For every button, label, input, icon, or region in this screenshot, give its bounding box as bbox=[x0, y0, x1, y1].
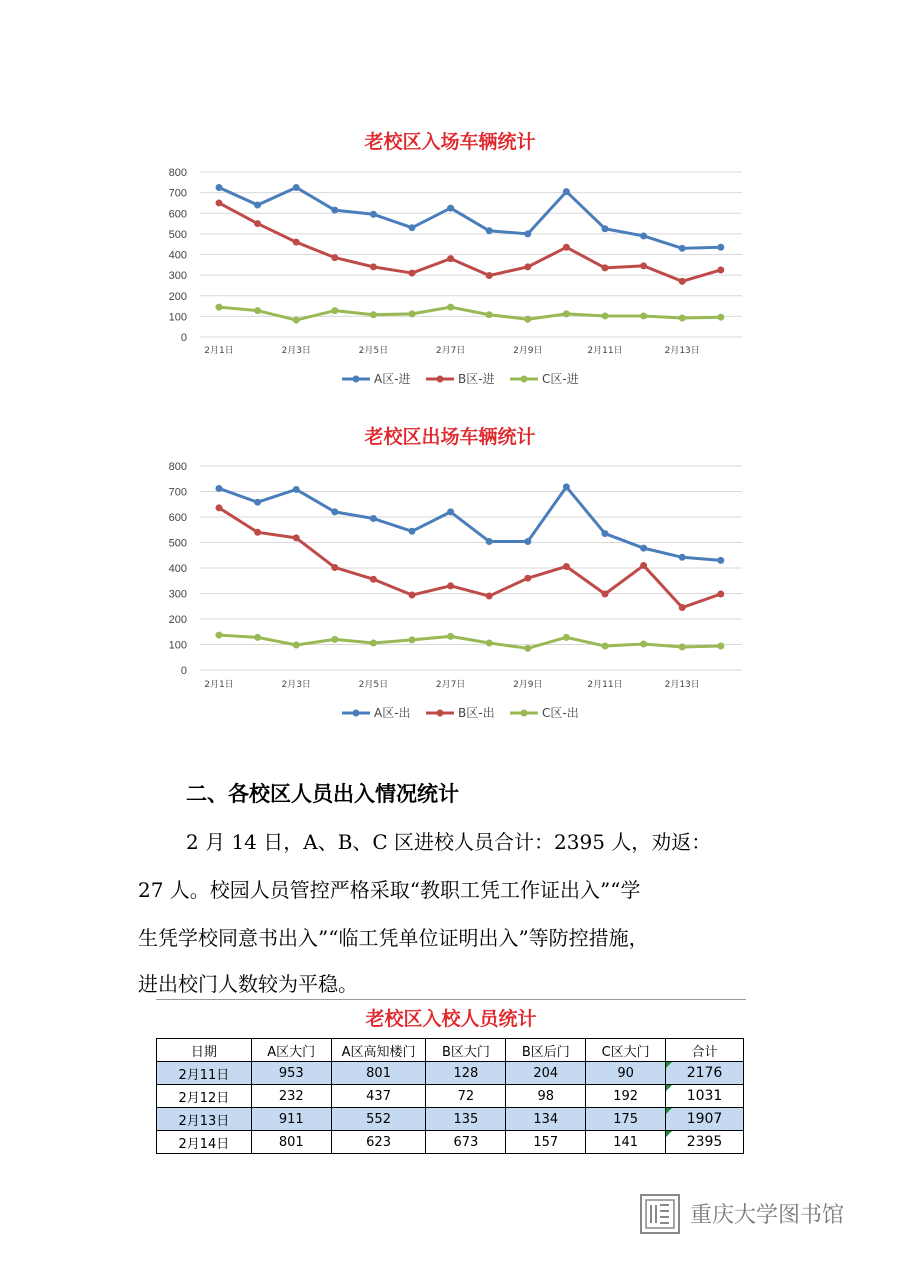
data-point bbox=[293, 486, 300, 493]
cell-value: 232 bbox=[251, 1085, 331, 1108]
data-point bbox=[254, 220, 261, 227]
x-tick-label: 2月3日 bbox=[281, 680, 311, 690]
paragraph-line-4: 进出校门人数较为平稳。 bbox=[138, 972, 358, 996]
data-point bbox=[216, 199, 223, 206]
data-point bbox=[370, 311, 377, 318]
header-a-gate: A区大门 bbox=[251, 1039, 331, 1062]
cell-value: 673 bbox=[426, 1131, 506, 1154]
data-point bbox=[524, 230, 531, 237]
header-b-gate: B区大门 bbox=[426, 1039, 506, 1062]
x-tick-label: 2月11日 bbox=[587, 680, 623, 690]
data-point bbox=[486, 272, 493, 279]
legend-label: A区-出 bbox=[374, 706, 411, 720]
data-point bbox=[293, 239, 300, 246]
data-point bbox=[486, 593, 493, 600]
y-tick-label: 200 bbox=[168, 614, 187, 626]
y-tick-label: 500 bbox=[168, 537, 187, 550]
data-point bbox=[216, 304, 223, 311]
y-tick-label: 100 bbox=[168, 639, 187, 652]
legend-label: B区-进 bbox=[458, 372, 495, 386]
legend-label: C区-进 bbox=[542, 372, 579, 386]
x-tick-label: 2月13日 bbox=[664, 346, 700, 356]
cell-value: 157 bbox=[506, 1131, 586, 1154]
data-point bbox=[563, 244, 570, 251]
cell-value: 135 bbox=[426, 1108, 506, 1131]
table-title: 老校区入校人员统计 bbox=[156, 999, 746, 1038]
table-row bbox=[157, 1062, 744, 1085]
data-point bbox=[524, 575, 531, 582]
data-point bbox=[486, 227, 493, 234]
cell-date: 2月12日 bbox=[157, 1085, 252, 1108]
data-point bbox=[409, 592, 416, 599]
cell-value: 175 bbox=[586, 1108, 666, 1131]
cell-value: 141 bbox=[586, 1131, 666, 1154]
table-header-row bbox=[157, 1039, 744, 1062]
section-heading: 二、各校区人员出入情况统计 bbox=[186, 782, 459, 806]
data-point bbox=[717, 591, 724, 598]
data-point bbox=[331, 307, 338, 314]
data-point bbox=[679, 245, 686, 252]
y-tick-label: 200 bbox=[168, 290, 187, 303]
data-point bbox=[370, 639, 377, 646]
cell-total: 2395 bbox=[666, 1131, 744, 1154]
table-row bbox=[157, 1108, 744, 1131]
data-point bbox=[254, 202, 261, 209]
library-name: 重庆大学图书馆 bbox=[690, 1203, 845, 1228]
data-point bbox=[447, 582, 454, 589]
x-tick-label: 2月9日 bbox=[513, 346, 543, 356]
data-point bbox=[216, 184, 223, 191]
y-tick-label: 0 bbox=[180, 665, 187, 677]
data-point bbox=[563, 483, 570, 490]
data-point bbox=[447, 633, 454, 640]
legend-marker bbox=[437, 376, 444, 383]
data-point bbox=[563, 563, 570, 570]
data-point bbox=[486, 538, 493, 545]
data-point bbox=[331, 636, 338, 643]
data-point bbox=[717, 314, 724, 321]
cell-value: 801 bbox=[251, 1131, 331, 1154]
x-tick-label: 2月7日 bbox=[435, 680, 466, 690]
legend-marker bbox=[437, 710, 444, 717]
data-point bbox=[640, 562, 647, 569]
data-point bbox=[602, 225, 609, 232]
legend-label: A区-进 bbox=[374, 372, 411, 386]
legend-marker bbox=[353, 376, 360, 383]
data-point bbox=[447, 255, 454, 262]
y-tick-label: 300 bbox=[168, 270, 187, 283]
y-tick-label: 700 bbox=[168, 486, 187, 499]
table-grid bbox=[156, 1038, 744, 1154]
y-tick-label: 700 bbox=[168, 187, 187, 200]
y-tick-label: 400 bbox=[168, 249, 187, 262]
library-logo bbox=[638, 1192, 868, 1236]
data-point bbox=[293, 317, 300, 324]
cell-total: 1907 bbox=[666, 1108, 744, 1131]
data-point bbox=[524, 316, 531, 323]
cell-value: 552 bbox=[331, 1108, 426, 1131]
chart-2-title: 老校区出场车辆统计 bbox=[364, 426, 536, 448]
data-point bbox=[563, 310, 570, 317]
data-point bbox=[331, 508, 338, 515]
data-point bbox=[602, 312, 609, 319]
y-tick-label: 400 bbox=[168, 563, 187, 575]
data-point bbox=[409, 636, 416, 643]
legend-marker bbox=[521, 710, 528, 717]
data-point bbox=[640, 262, 647, 269]
legend-label: C区-出 bbox=[542, 706, 579, 720]
x-tick-label: 2月5日 bbox=[358, 680, 389, 690]
header-b-back-gate: B区后门 bbox=[506, 1039, 586, 1062]
paragraph-line-2: 27 人。校园人员管控严格采取“教职工凭工作证出入”“学 bbox=[138, 878, 641, 902]
visitor-table bbox=[156, 999, 746, 1154]
x-tick-label: 2月1日 bbox=[204, 346, 234, 356]
y-tick-label: 0 bbox=[180, 332, 187, 344]
header-c-gate: C区大门 bbox=[586, 1039, 666, 1062]
cell-value: 128 bbox=[426, 1062, 506, 1085]
x-tick-label: 2月11日 bbox=[587, 346, 623, 356]
data-point bbox=[679, 644, 686, 651]
cell-value: 801 bbox=[331, 1062, 426, 1085]
cell-value: 90 bbox=[586, 1062, 666, 1085]
paragraph-line-1: 2 月 14 日，A、B、C 区进校人员合计：2395 人，劝返： bbox=[186, 830, 712, 854]
data-point bbox=[563, 634, 570, 641]
header-total: 合计 bbox=[666, 1039, 744, 1062]
data-point bbox=[679, 604, 686, 611]
series-line bbox=[219, 187, 721, 248]
data-point bbox=[602, 530, 609, 537]
data-point bbox=[640, 232, 647, 239]
data-point bbox=[370, 211, 377, 218]
data-point bbox=[409, 310, 416, 317]
cell-value: 204 bbox=[506, 1062, 586, 1085]
header-a-gaozhi-gate: A区高知楼门 bbox=[331, 1039, 426, 1062]
y-tick-label: 300 bbox=[168, 588, 187, 601]
library-seal-icon bbox=[638, 1192, 682, 1236]
data-point bbox=[216, 632, 223, 639]
data-point bbox=[409, 528, 416, 535]
x-tick-label: 2月9日 bbox=[513, 680, 543, 690]
cell-value: 911 bbox=[251, 1108, 331, 1131]
data-point bbox=[254, 634, 261, 641]
data-point bbox=[486, 639, 493, 646]
data-point bbox=[640, 312, 647, 319]
series-line bbox=[219, 508, 721, 608]
y-tick-label: 600 bbox=[168, 208, 187, 221]
data-point bbox=[254, 307, 261, 314]
data-point bbox=[563, 188, 570, 195]
data-point bbox=[370, 263, 377, 270]
data-point bbox=[331, 254, 338, 261]
y-tick-label: 100 bbox=[168, 311, 187, 324]
data-point bbox=[254, 529, 261, 536]
data-point bbox=[293, 642, 300, 649]
cell-value: 623 bbox=[331, 1131, 426, 1154]
cell-total: 1031 bbox=[666, 1085, 744, 1108]
data-point bbox=[602, 643, 609, 650]
y-tick-label: 500 bbox=[168, 228, 187, 241]
data-point bbox=[524, 538, 531, 545]
x-tick-label: 2月7日 bbox=[435, 346, 466, 356]
data-point bbox=[370, 515, 377, 522]
data-point bbox=[679, 315, 686, 322]
cell-date: 2月13日 bbox=[157, 1108, 252, 1131]
chart-outbound-vehicles bbox=[0, 450, 900, 730]
legend-marker bbox=[353, 710, 360, 717]
data-point bbox=[486, 311, 493, 318]
data-point bbox=[640, 545, 647, 552]
y-tick-label: 800 bbox=[168, 167, 187, 179]
data-point bbox=[409, 224, 416, 231]
data-point bbox=[717, 244, 724, 251]
data-point bbox=[717, 557, 724, 564]
data-point bbox=[293, 184, 300, 191]
data-point bbox=[254, 499, 261, 506]
x-tick-label: 2月1日 bbox=[204, 680, 234, 690]
x-tick-label: 2月3日 bbox=[281, 346, 311, 356]
data-point bbox=[293, 534, 300, 541]
cell-date: 2月14日 bbox=[157, 1131, 252, 1154]
data-point bbox=[717, 643, 724, 650]
cell-value: 98 bbox=[506, 1085, 586, 1108]
data-point bbox=[447, 508, 454, 515]
data-point bbox=[524, 263, 531, 270]
y-tick-label: 800 bbox=[168, 461, 187, 473]
chart-inbound-vehicles bbox=[0, 150, 900, 410]
data-point bbox=[640, 640, 647, 647]
table-row bbox=[157, 1131, 744, 1154]
data-point bbox=[447, 205, 454, 212]
cell-total: 2176 bbox=[666, 1062, 744, 1085]
data-point bbox=[447, 304, 454, 311]
x-tick-label: 2月5日 bbox=[358, 346, 389, 356]
data-point bbox=[409, 270, 416, 277]
data-point bbox=[331, 207, 338, 214]
cell-value: 437 bbox=[331, 1085, 426, 1108]
legend-label: B区-出 bbox=[458, 706, 495, 720]
chart-1-title: 老校区入场车辆统计 bbox=[364, 131, 536, 153]
cell-value: 134 bbox=[506, 1108, 586, 1131]
data-point bbox=[602, 264, 609, 271]
data-point bbox=[524, 645, 531, 652]
data-point bbox=[602, 591, 609, 598]
data-point bbox=[216, 485, 223, 492]
cell-value: 72 bbox=[426, 1085, 506, 1108]
cell-value: 953 bbox=[251, 1062, 331, 1085]
cell-value: 192 bbox=[586, 1085, 666, 1108]
data-point bbox=[216, 504, 223, 511]
data-point bbox=[331, 564, 338, 571]
y-tick-label: 600 bbox=[168, 512, 187, 524]
table-row bbox=[157, 1085, 744, 1108]
data-point bbox=[370, 576, 377, 583]
header-date: 日期 bbox=[157, 1039, 252, 1062]
data-point bbox=[679, 278, 686, 285]
legend-marker bbox=[521, 376, 528, 383]
x-tick-label: 2月13日 bbox=[664, 680, 700, 690]
cell-date: 2月11日 bbox=[157, 1062, 252, 1085]
data-point bbox=[679, 554, 686, 561]
paragraph-line-3: 生凭学校同意书出入”“临工凭单位证明出入”等防控措施， bbox=[138, 926, 649, 950]
data-point bbox=[717, 266, 724, 273]
